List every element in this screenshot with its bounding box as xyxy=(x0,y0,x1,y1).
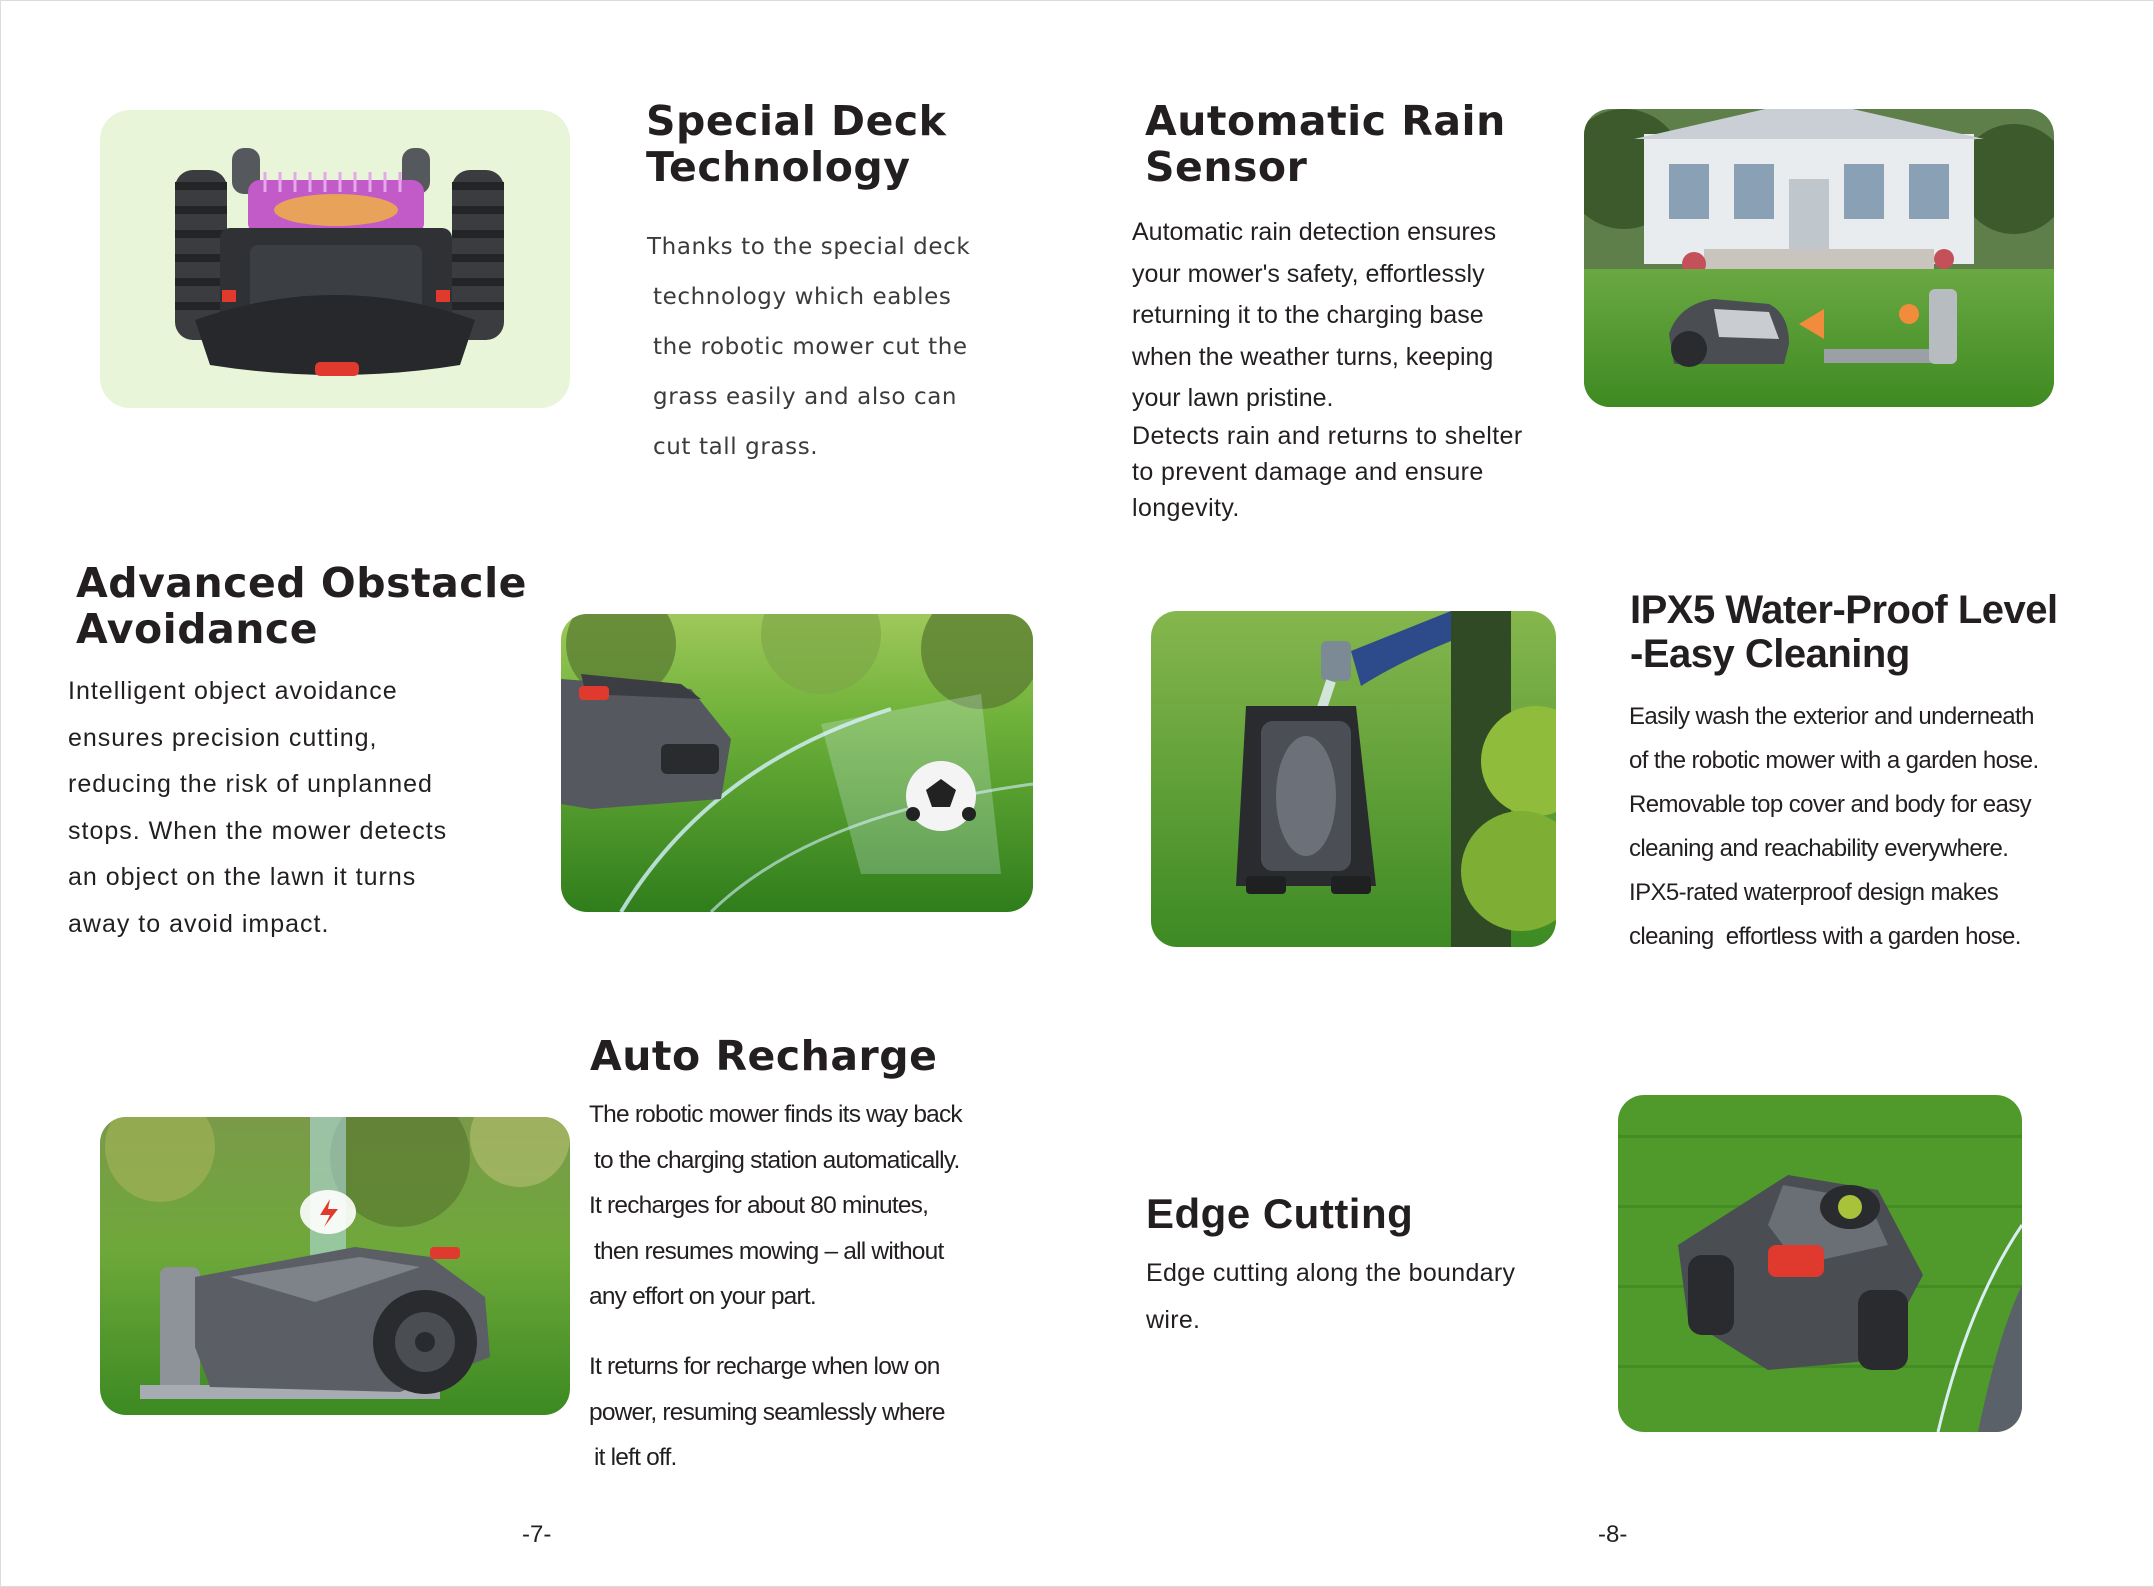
obstacle-title: Advanced Obstacle Avoidance xyxy=(76,559,527,653)
edge-cutting-image xyxy=(1618,1095,2022,1432)
rain-sensor-body-2: Detects rain and returns to shelter to prevent damage and ensure longevity. xyxy=(1132,422,1523,522)
obstacle-body: Intelligent object avoidance ensures precision cutting, reducing the risk of unplanned stops. When the mower detects an object on the lawn it turns away to avoid impact. xyxy=(68,677,448,938)
obstacle-avoidance-image xyxy=(561,614,1033,912)
edge-cutting-body: Edge cutting along the boundary wire. xyxy=(1146,1259,1516,1334)
page-number-left: -7- xyxy=(522,1521,552,1548)
special-deck-title: Special Deck Technology xyxy=(646,97,947,191)
rain-sensor-body: Automatic rain detection ensures your mower's safety, effortlessly returning it to the charging base when the weather turns, keeping your lawn pristine. xyxy=(1132,218,1497,412)
waterproof-cleaning-image xyxy=(1151,611,1556,947)
rain-sensor-title: Automatic Rain Sensor xyxy=(1145,97,1506,191)
auto-recharge-body: The robotic mower finds its way back to the charging station automatically. It recharges for about 80 minutes, then resumes mowing – all without any effort on your part. xyxy=(589,1101,962,1310)
auto-recharge-body-2: It returns for recharge when low on power, resuming seamlessly where it left off. xyxy=(589,1353,945,1471)
deck-technology-image xyxy=(100,110,570,408)
auto-recharge-title: Auto Recharge xyxy=(590,1032,938,1080)
auto-recharge-image xyxy=(100,1117,570,1415)
waterproof-title: IPX5 Water-Proof Level -Easy Cleaning xyxy=(1630,588,2058,676)
special-deck-body: Thanks to the special deck technology which eables the robotic mower cut the grass easily and also can cut tall grass. xyxy=(647,234,971,460)
edge-cutting-title: Edge Cutting xyxy=(1146,1190,1414,1237)
page-number-right: -8- xyxy=(1598,1521,1628,1548)
waterproof-body: Easily wash the exterior and underneath of the robotic mower with a garden hose. Removable top cover and body for easy cleaning and reachability everywhere. IPX5-rated waterproof design makes cleaning effortless with a garden hose. xyxy=(1629,703,2039,950)
rain-sensor-image xyxy=(1584,109,2054,407)
